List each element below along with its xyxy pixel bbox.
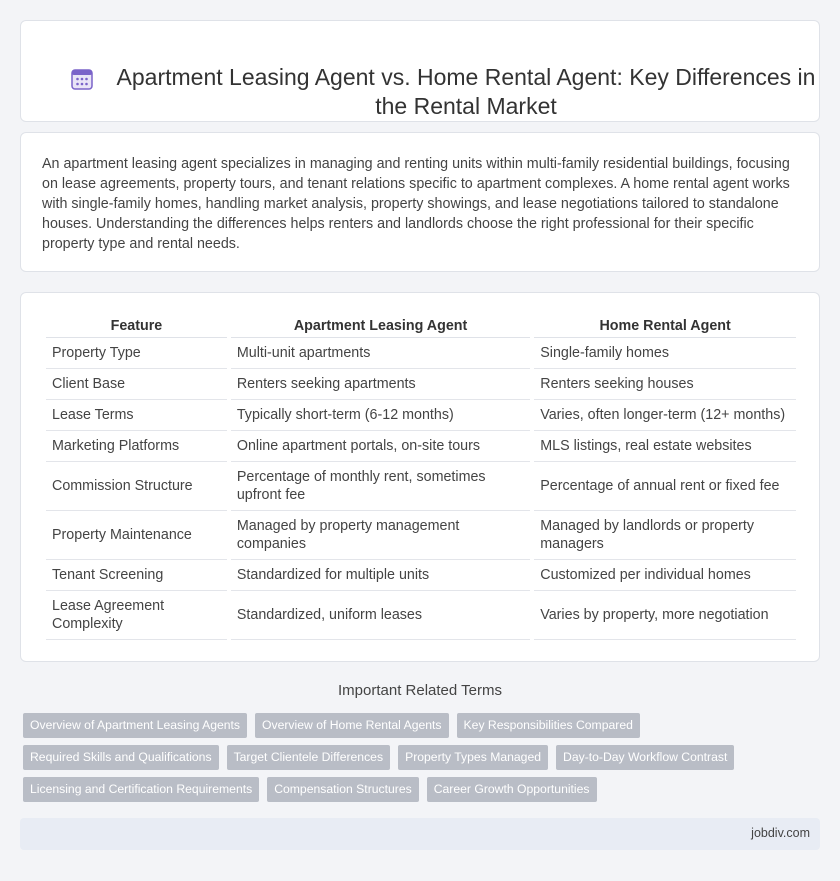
tag-career-growth[interactable]: Career Growth Opportunities: [427, 777, 597, 802]
cell-feature: Tenant Screening: [46, 560, 227, 591]
cell-feature: Lease Agreement Complexity: [46, 591, 227, 640]
cell-feature: Commission Structure: [46, 462, 227, 511]
calendar-icon: [69, 66, 95, 92]
tag-key-responsibilities[interactable]: Key Responsibilities Compared: [457, 713, 640, 738]
table-row: [46, 560, 796, 591]
table-row: [46, 591, 796, 640]
cell-feature: Marketing Platforms: [46, 431, 227, 462]
table-row: [46, 431, 796, 462]
cell-home: MLS listings, real estate websites: [534, 431, 796, 462]
cell-apartment: Online apartment portals, on-site tours: [231, 431, 530, 462]
table-row: [46, 400, 796, 431]
table-header-row: [46, 315, 796, 338]
tag-required-skills[interactable]: Required Skills and Qualifications: [23, 745, 219, 770]
cell-apartment: Percentage of monthly rent, sometimes upfront fee: [231, 462, 530, 511]
intro-text: An apartment leasing agent specializes in managing and renting units within multi-family residential buildings, focusing on lease agreements, property tours, and tenant relations specific to apartment complexes. A home rental agent works with single-family homes, handling market analysis, property showings, and lease negotiations tailored to standalone houses. Understanding the differences helps renters and landlords choose the right professional for their specific property type and rental needs.: [42, 156, 790, 252]
cell-feature: Property Maintenance: [46, 511, 227, 560]
cell-home: Renters seeking houses: [534, 369, 796, 400]
tag-property-types[interactable]: Property Types Managed: [398, 745, 548, 770]
intro-card: [20, 132, 820, 272]
cell-feature: Lease Terms: [46, 400, 227, 431]
cell-feature: Client Base: [46, 369, 227, 400]
tag-target-clientele[interactable]: Target Clientele Differences: [227, 745, 391, 770]
table-row: [46, 338, 796, 369]
table-row: [46, 511, 796, 560]
comparison-table: [42, 315, 800, 640]
cell-apartment: Standardized, uniform leases: [231, 591, 530, 640]
tag-overview-home-agents[interactable]: Overview of Home Rental Agents: [255, 713, 449, 738]
cell-apartment: Typically short-term (6-12 months): [231, 400, 530, 431]
footer: [20, 818, 820, 850]
cell-apartment: Multi-unit apartments: [231, 338, 530, 369]
tag-compensation[interactable]: Compensation Structures: [267, 777, 419, 802]
header-feature: Feature: [46, 315, 227, 338]
tag-licensing[interactable]: Licensing and Certification Requirements: [23, 777, 259, 802]
table-row: [46, 462, 796, 511]
cell-home: Varies by property, more negotiation: [534, 591, 796, 640]
page-title: Apartment Leasing Agent vs. Home Rental Agent: Key Differences in the Rental Market: [116, 64, 816, 119]
related-terms-tags: [20, 713, 820, 809]
cell-apartment: Standardized for multiple units: [231, 560, 530, 591]
cell-apartment: Renters seeking apartments: [231, 369, 530, 400]
footer-site-link[interactable]: jobdiv.com: [751, 826, 810, 840]
cell-home: Managed by landlords or property managers: [534, 511, 796, 560]
related-terms-title: Important Related Terms: [338, 682, 502, 699]
cell-home: Varies, often longer-term (12+ months): [534, 400, 796, 431]
tag-overview-apartment-agents[interactable]: Overview of Apartment Leasing Agents: [23, 713, 247, 738]
cell-feature: Property Type: [46, 338, 227, 369]
cell-home: Single-family homes: [534, 338, 796, 369]
header-apartment-agent: Apartment Leasing Agent: [231, 315, 530, 338]
cell-home: Customized per individual homes: [534, 560, 796, 591]
header-home-agent: Home Rental Agent: [534, 315, 796, 338]
header-card: [20, 20, 820, 122]
cell-apartment: Managed by property management companies: [231, 511, 530, 560]
cell-home: Percentage of annual rent or fixed fee: [534, 462, 796, 511]
table-row: [46, 369, 796, 400]
comparison-card: [20, 292, 820, 662]
tag-workflow-contrast[interactable]: Day-to-Day Workflow Contrast: [556, 745, 734, 770]
